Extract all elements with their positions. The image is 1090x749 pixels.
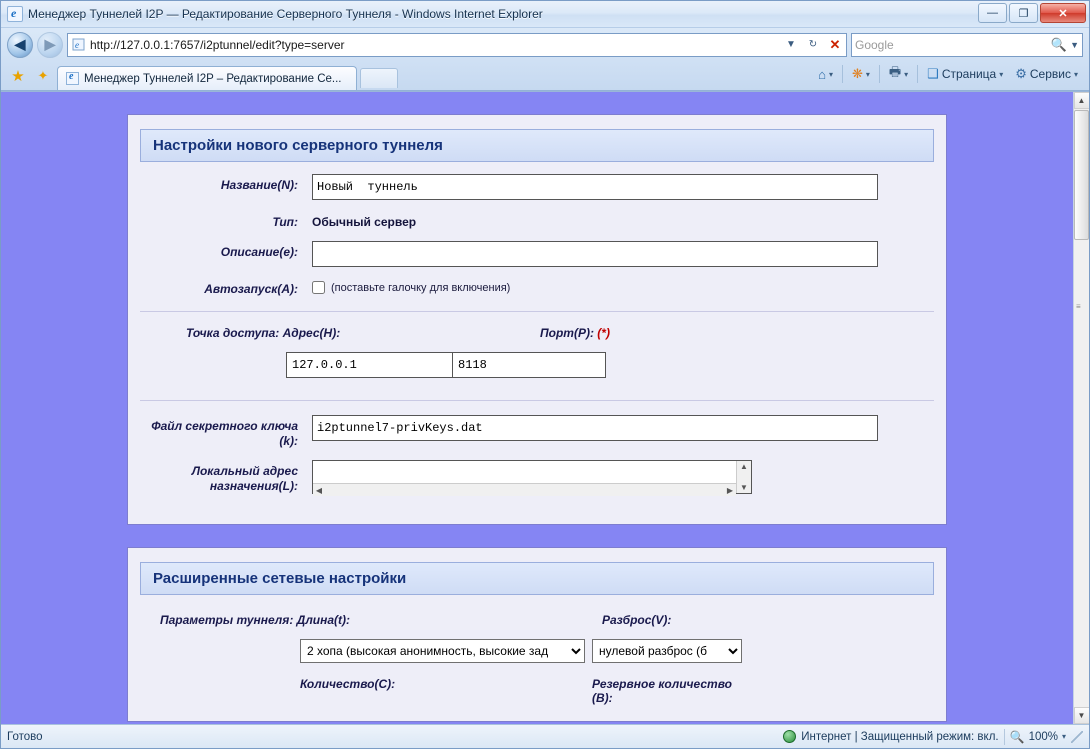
favorites-icon[interactable]: ★ [11, 68, 25, 85]
textarea-vertical-scrollbar[interactable] [736, 461, 751, 493]
divider [140, 400, 934, 401]
status-text: Готово [7, 730, 43, 743]
chevron-down-icon[interactable]: ▼ [1070, 39, 1079, 50]
page-icon [70, 37, 86, 53]
resize-grip[interactable] [1071, 731, 1083, 743]
home-button[interactable] [813, 65, 838, 84]
scroll-up-icon[interactable]: ▲ [740, 462, 748, 471]
chevron-down-icon[interactable]: ▾ [865, 69, 870, 79]
keyfile-label-line2: (k): [279, 434, 298, 448]
divider [1004, 729, 1005, 745]
zoom-level: 100% [1028, 730, 1058, 743]
variance-select[interactable] [592, 639, 742, 663]
tab-bar [1, 61, 1089, 91]
search-box[interactable] [851, 33, 1083, 57]
scroll-down-icon[interactable]: ▼ [740, 483, 748, 492]
name-input[interactable] [312, 174, 878, 200]
scroll-up-icon[interactable]: ▲ [1074, 92, 1090, 109]
panel-title: Настройки нового серверного туннеля [140, 129, 934, 162]
settings-form [128, 172, 946, 524]
backup-count-label-line2: (B): [592, 691, 613, 705]
chevron-down-icon[interactable]: ▾ [1073, 69, 1078, 79]
access-point-label: Точка доступа: Адрес(H): [186, 326, 341, 340]
new-tab-button[interactable] [360, 68, 398, 88]
status-bar [1, 724, 1089, 748]
chevron-down-icon[interactable]: ▾ [1061, 732, 1066, 741]
scrollbar-mark-icon: ≡ [1076, 302, 1081, 311]
window-controls [978, 3, 1086, 23]
printer-icon: 🖶 [888, 64, 902, 79]
command-bar [813, 61, 1083, 87]
svg-text:e: e [74, 40, 79, 50]
ie-logo-icon [7, 6, 23, 22]
scroll-left-icon[interactable]: ◀ [315, 485, 323, 495]
maximize-button[interactable]: ❐ [1009, 3, 1038, 23]
access-point-header-row [140, 326, 934, 340]
search-input[interactable]: Google [855, 37, 894, 52]
rss-icon: ❋ [851, 66, 863, 81]
port-input[interactable] [452, 352, 606, 378]
port-label: Порт(P): [540, 326, 594, 340]
url-field[interactable] [67, 33, 847, 57]
description-row [140, 241, 934, 267]
backup-count-label [592, 677, 732, 705]
home-icon: ⌂ [818, 66, 826, 82]
autostart-row [140, 278, 934, 297]
zoom-control[interactable] [1010, 730, 1066, 744]
refresh-icon[interactable]: ↻ [808, 39, 818, 50]
tunnel-length-select[interactable] [300, 639, 585, 663]
name-label: Название(N): [220, 178, 298, 192]
type-label: Тип: [272, 215, 298, 229]
keyfile-input[interactable] [312, 415, 878, 441]
localdest-label-line1: Локальный адрес [191, 464, 298, 478]
close-button[interactable]: ✕ [1040, 3, 1086, 23]
minimize-button[interactable]: — [978, 3, 1007, 23]
back-button[interactable]: ◀ [7, 32, 33, 58]
backup-count-label-line1: Резервное количество [592, 677, 732, 691]
access-point-inputs-row [140, 352, 934, 378]
scroll-right-icon[interactable]: ▶ [726, 485, 734, 495]
window-title: Менеджер Туннелей I2P — Редактирование Серверного Туннеля - Windows Internet Explorer [28, 7, 543, 21]
description-input[interactable] [312, 241, 878, 267]
divider [140, 311, 934, 312]
page-menu-label: Страница [941, 67, 997, 81]
page-icon: ❑ [927, 66, 939, 81]
keyfile-label-line1: Файл секретного ключа [151, 419, 298, 433]
name-row [140, 174, 934, 200]
zoom-icon: 🔍 [1009, 729, 1025, 744]
divider [917, 65, 918, 83]
url-dropdown-icon[interactable]: ▼ [786, 39, 796, 50]
keyfile-label [140, 415, 312, 449]
count-label: Количество(C): [300, 677, 396, 691]
feeds-button[interactable] [847, 64, 875, 84]
stop-icon[interactable]: ✕ [829, 36, 841, 52]
counts-header-row [140, 677, 934, 705]
tab-label: Менеджер Туннелей I2P – Редактирование Се... [84, 72, 342, 85]
tools-menu-button[interactable] [1010, 64, 1083, 84]
variance-label: Разброс(V): [602, 613, 672, 627]
chevron-down-icon[interactable]: ▾ [828, 69, 833, 79]
security-zone[interactable] [783, 729, 1083, 745]
add-favorite-icon[interactable]: ✦ [37, 68, 49, 83]
tab-favicon-icon [66, 72, 79, 85]
divider [879, 65, 880, 83]
tab-item[interactable] [57, 66, 357, 90]
scrollbar-thumb[interactable] [1074, 110, 1089, 240]
page-menu-button[interactable] [922, 64, 1008, 84]
globe-icon [783, 730, 796, 743]
divider [842, 65, 843, 83]
zone-text: Интернет | Защищенный режим: вкл. [801, 730, 999, 743]
chevron-down-icon[interactable]: ▾ [904, 69, 909, 79]
port-required-marker: (*) [597, 326, 610, 340]
search-icon[interactable]: 🔍 [1050, 36, 1068, 52]
tunnel-params-inputs-row [140, 639, 934, 663]
server-tunnel-settings-panel [127, 114, 947, 525]
localdest-row [140, 460, 934, 497]
forward-button[interactable]: ▶ [37, 32, 63, 58]
advanced-network-settings-panel [127, 547, 947, 722]
tools-menu-label: Сервис [1029, 67, 1071, 81]
textarea-horizontal-scrollbar[interactable] [313, 483, 736, 496]
autostart-label: Автозапуск(A): [204, 282, 298, 296]
page-viewport [1, 91, 1089, 724]
tunnel-params-header-row [140, 613, 934, 627]
scroll-down-icon[interactable]: ▼ [1074, 707, 1090, 724]
panel-title: Расширенные сетевые настройки [140, 562, 934, 595]
autostart-checkbox[interactable] [312, 281, 325, 294]
web-page-content [1, 92, 1073, 724]
keyfile-row [140, 415, 934, 449]
type-row [140, 211, 934, 230]
description-label: Описание(e): [220, 245, 298, 259]
title-bar [1, 1, 1089, 28]
page-scrollbar[interactable] [1073, 92, 1089, 724]
chevron-down-icon[interactable]: ▾ [999, 69, 1004, 79]
advanced-form [128, 605, 946, 721]
type-value: Обычный сервер [312, 215, 417, 229]
autostart-hint: (поставьте галочку для включения) [331, 281, 511, 294]
localdest-textarea-wrapper [312, 460, 752, 497]
gear-icon: ⚙ [1015, 66, 1027, 81]
print-button[interactable] [884, 61, 913, 87]
address-bar [1, 28, 1089, 61]
url-text: http://127.0.0.1:7657/i2ptunnel/edit?type=server [90, 37, 345, 52]
localdest-label-line2: назначения(L): [209, 479, 298, 493]
localdest-label [140, 460, 312, 494]
tunnel-length-label: Параметры туннеля: Длина(t): [160, 613, 351, 627]
